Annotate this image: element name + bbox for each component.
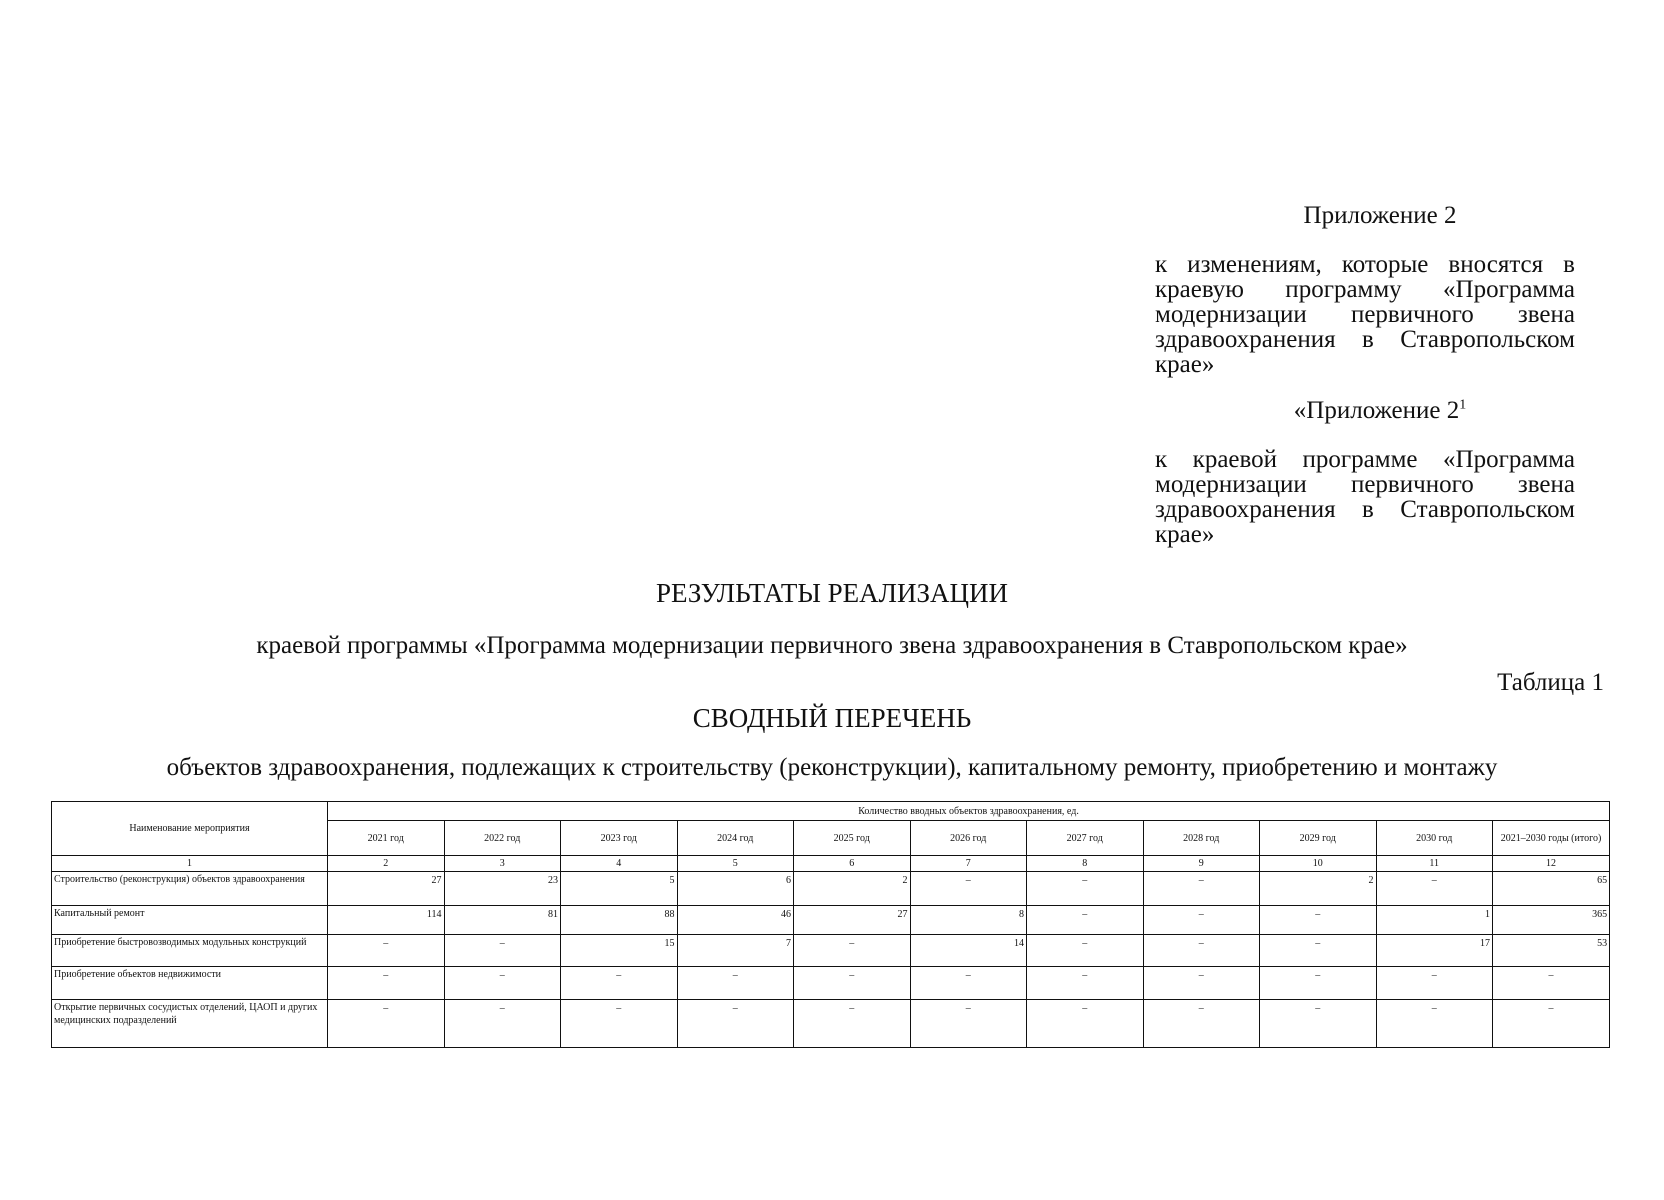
table-cell: – [1143, 872, 1260, 906]
header-year: 2021 год [328, 821, 445, 856]
table-cell: 17 [1376, 935, 1493, 967]
table-cell: – [1143, 1000, 1260, 1048]
table-cell: – [1027, 967, 1144, 1000]
table-cell-total: 365 [1493, 906, 1610, 935]
appendix2-text: к краевой программе «Программа модернизации первичного звена здравоохранения в Ставропольском крае» [1155, 446, 1575, 548]
table-cell: – [328, 967, 445, 1000]
table-cell: – [444, 935, 561, 967]
row-label: Капитальный ремонт [52, 906, 328, 935]
header-name: Наименование мероприятия [52, 802, 328, 856]
table-cell: 14 [910, 935, 1027, 967]
table-cell: – [1260, 967, 1377, 1000]
results-table [51, 801, 1610, 1048]
table-cell: 27 [794, 906, 911, 935]
table-cell: – [1027, 906, 1144, 935]
header-year-total: 2021–2030 годы (итого) [1493, 821, 1610, 856]
column-number: 12 [1493, 856, 1610, 872]
column-number: 4 [561, 856, 678, 872]
table-cell-total: 65 [1493, 872, 1610, 906]
table-cell: – [1143, 967, 1260, 1000]
table-cell: – [677, 1000, 794, 1048]
table-cell: 6 [677, 872, 794, 906]
header-year: 2028 год [1143, 821, 1260, 856]
table-row [52, 906, 1610, 935]
table-cell: – [1376, 967, 1493, 1000]
header-year: 2022 год [444, 821, 561, 856]
row-label: Приобретение объектов недвижимости [52, 967, 328, 1000]
table-cell: 23 [444, 872, 561, 906]
results-title-text: РЕЗУЛЬТАТЫ РЕАЛИЗАЦИИ [656, 578, 1008, 608]
table-cell: – [910, 872, 1027, 906]
table-cell: – [1260, 1000, 1377, 1048]
column-number: 8 [1027, 856, 1144, 872]
summary-title: СВОДНЫЙ ПЕРЕЧЕНЬ [692, 703, 972, 733]
table-cell: 8 [910, 906, 1027, 935]
table-cell: – [794, 935, 911, 967]
table-cell: – [444, 1000, 561, 1048]
table-cell: – [1260, 906, 1377, 935]
results-subtitle: краевой программы «Программа модернизации первичного звена здравоохранения в Ставропольском крае» [256, 632, 1408, 659]
table-cell: 81 [444, 906, 561, 935]
header-group: Количество вводных объектов здравоохранения, ед. [328, 802, 1610, 821]
appendix2-title-main: «Приложение 2 [1293, 397, 1460, 424]
header-year: 2029 год [1260, 821, 1377, 856]
table-row [52, 872, 1610, 906]
table-cell: – [444, 967, 561, 1000]
row-label: Приобретение быстровозводимых модульных конструкций [52, 935, 328, 967]
results-title [0, 580, 1664, 607]
table-cell: – [1260, 935, 1377, 967]
table-cell: 5 [561, 872, 678, 906]
appendix2-title-sup: 1 [1459, 397, 1467, 413]
header-year: 2023 год [561, 821, 678, 856]
column-number: 1 [52, 856, 328, 872]
header-year: 2027 год [1027, 821, 1144, 856]
table-cell: – [910, 967, 1027, 1000]
table-cell-total: – [1493, 967, 1610, 1000]
appendix2-title [1160, 398, 1600, 423]
column-number: 6 [794, 856, 911, 872]
table-cell: – [794, 1000, 911, 1048]
table-row [52, 1000, 1610, 1048]
table-cell: – [1143, 906, 1260, 935]
table-cell: – [328, 935, 445, 967]
table-cell: 88 [561, 906, 678, 935]
table-cell: – [561, 967, 678, 1000]
table-cell: – [1027, 872, 1144, 906]
summary-subtitle: объектов здравоохранения, подлежащих к строительству (реконструкции), капитальному ремонту, приобретению и монтажу [166, 754, 1498, 781]
column-number: 2 [328, 856, 445, 872]
table-cell: 114 [328, 906, 445, 935]
column-number-row [52, 856, 1610, 872]
table-cell-total: 53 [1493, 935, 1610, 967]
table-cell: 1 [1376, 906, 1493, 935]
header-year: 2024 год [677, 821, 794, 856]
table-cell: 2 [794, 872, 911, 906]
header-year: 2025 год [794, 821, 911, 856]
row-label: Открытие первичных сосудистых отделений, ЦАОП и других медицинских подразделений [52, 1000, 328, 1048]
appendix-title: Приложение 2 [1303, 202, 1457, 229]
table-cell: – [1027, 1000, 1144, 1048]
header-year: 2026 год [910, 821, 1027, 856]
table-cell: 15 [561, 935, 678, 967]
column-number: 5 [677, 856, 794, 872]
table-cell: – [677, 967, 794, 1000]
table-cell-total: – [1493, 1000, 1610, 1048]
header-year: 2030 год [1376, 821, 1493, 856]
column-number: 7 [910, 856, 1027, 872]
table-row [52, 967, 1610, 1000]
table-cell: 2 [1260, 872, 1377, 906]
table-cell: – [1143, 935, 1260, 967]
table-cell: – [910, 1000, 1027, 1048]
column-number: 3 [444, 856, 561, 872]
table-cell: 7 [677, 935, 794, 967]
table-row [52, 935, 1610, 967]
row-label: Строительство (реконструкция) объектов здравоохранения [52, 872, 328, 906]
table-cell: – [1376, 872, 1493, 906]
column-number: 9 [1143, 856, 1260, 872]
table-cell: – [1376, 1000, 1493, 1048]
column-number: 10 [1260, 856, 1377, 872]
column-number: 11 [1376, 856, 1493, 872]
table-cell: 27 [328, 872, 445, 906]
table-cell: – [561, 1000, 678, 1048]
table-cell: – [794, 967, 911, 1000]
table-cell: 46 [677, 906, 794, 935]
appendix-text: к изменениям, которые вносятся в краевую программу «Программа модернизации первичного звена здравоохранения в Ставропольском крае» [1155, 251, 1575, 378]
table-label: Таблица 1 [1497, 669, 1604, 696]
table-cell: – [328, 1000, 445, 1048]
table-cell: – [1027, 935, 1144, 967]
